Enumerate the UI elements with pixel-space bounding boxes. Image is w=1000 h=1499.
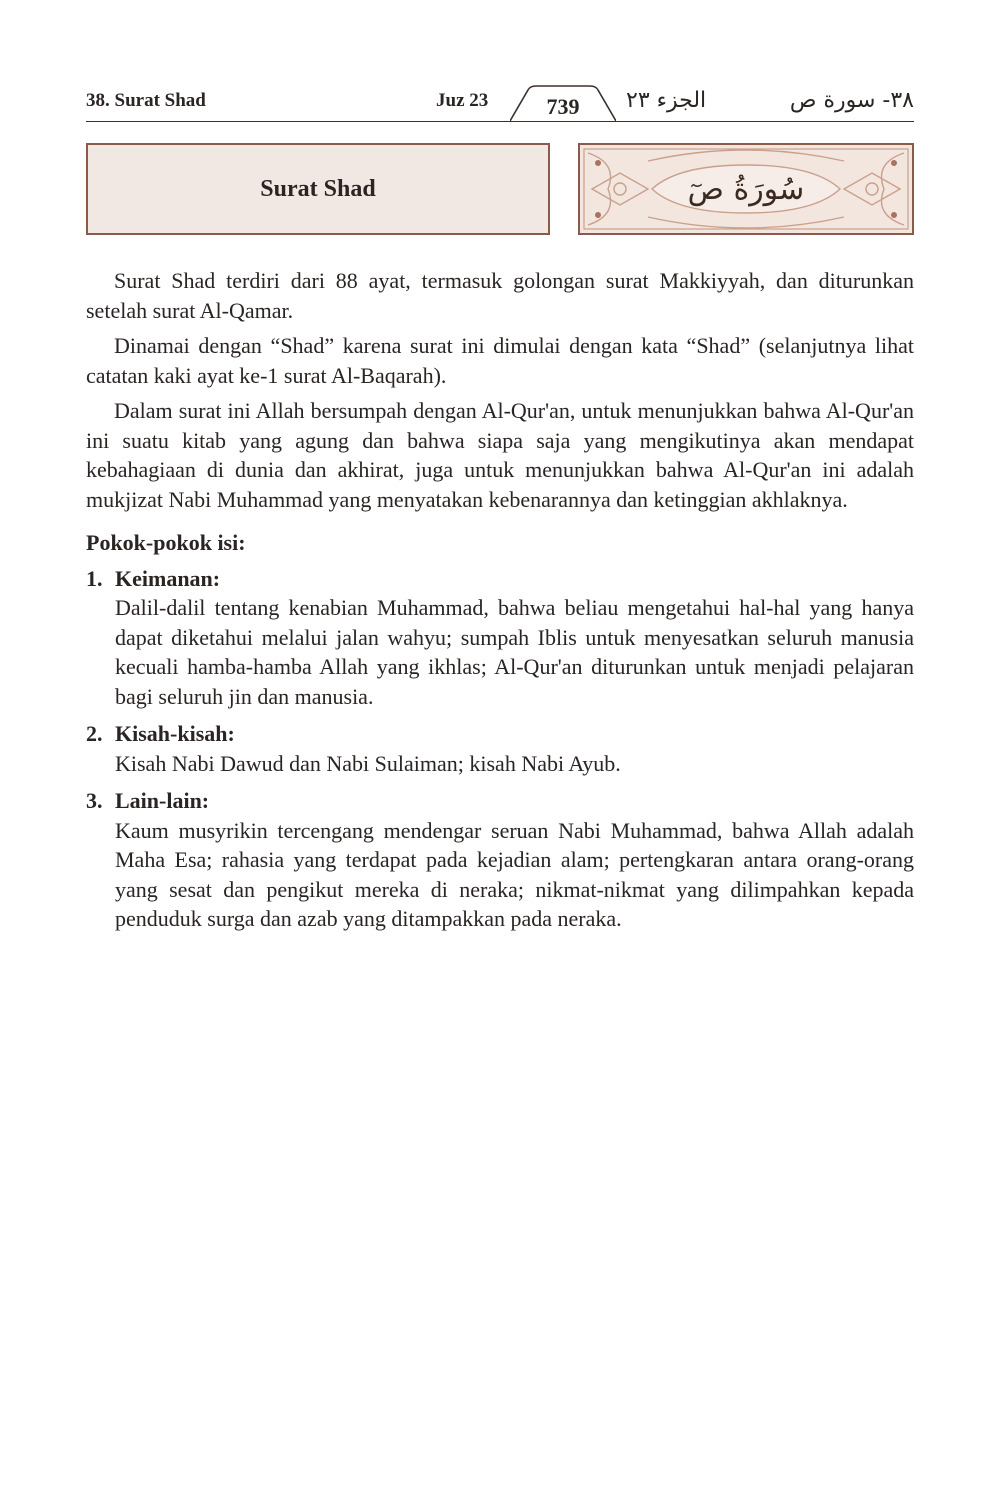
main-content <box>86 266 914 942</box>
item-text: Kisah Nabi Dawud dan Nabi Sulaiman; kisah Nabi Ayub. <box>115 750 621 776</box>
naming-paragraph: Dinamai dengan “Shad” karena surat ini dimulai dengan kata “Shad” (selanjutnya lihat catatan kaki ayat ke-1 surat Al-Baqarah). <box>86 333 914 388</box>
intro-paragraph: Surat Shad terdiri dari 88 ayat, termasuk golongan surat Makkiyyah, dan diturunkan setelah surat Al-Qamar. <box>86 268 914 323</box>
list-item <box>86 564 914 712</box>
list-item <box>86 719 914 778</box>
item-text: Kaum musyrikin tercengang mendengar seruan Nabi Muhammad, bahwa Allah adalah Maha Esa; rahasia yang terdapat pada kejadian alam; pertengkaran antara orang-orang yang sesat dan pengikut mereka di neraka; nikmat-nikmat yang dilimpahkan kepada penduduk surga dan azab yang ditampakkan pada neraka. <box>115 817 914 931</box>
item-heading: Keimanan: <box>115 565 221 591</box>
page-number: 739 <box>546 94 580 119</box>
header-juz-arabic: الجزء ٢٣ <box>626 88 707 113</box>
item-number: 3. <box>86 788 103 813</box>
item-number: 1. <box>86 565 103 591</box>
item-number: 2. <box>86 721 103 746</box>
section-title: Pokok-pokok isi: <box>86 530 246 555</box>
surah-arabic-calligraphy: سُورَةُ صٓ <box>687 171 805 207</box>
header-juz-label: Juz 23 <box>436 90 489 111</box>
header-rule <box>86 121 914 122</box>
surah-title: Surat Shad <box>260 175 376 202</box>
item-heading: Kisah-kisah: <box>115 721 235 746</box>
list-item <box>86 786 914 934</box>
header-surah-label: 38. Surat Shad <box>86 90 206 111</box>
running-header <box>86 84 914 124</box>
item-heading: Lain-lain: <box>115 788 210 813</box>
summary-paragraph: Dalam surat ini Allah bersumpah dengan Al-Qur'an, untuk menunjukkan bahwa Al-Qur'an ini suatu kitab yang agung dan bahwa siapa saja yang mengikutinya akan mendapat kebahagiaan di dunia dan akhirat, juga untuk menunjukkan bahwa Al-Qur'an ini adalah mukjizat Nabi Muhammad yang menyatakan kebenarannya dan ketinggian akhlaknya. <box>86 398 914 512</box>
item-text: Dalil-dalil tentang kenabian Muhammad, bahwa beliau mengetahui hal-hal yang hanya dapat diketahui melalui jalan wahyu; sumpah Iblis untuk menyesatkan seluruh manusia kecuali hamba-hamba Allah yang ikhlas; Al-Qur'an diturunkan untuk menjadi pelajaran bagi seluruh jin dan manusia. <box>115 595 914 709</box>
surah-title-box <box>86 143 550 235</box>
header-surah-arabic: ٣٨- سورة ص <box>789 88 914 113</box>
surah-ornament-frame <box>578 143 914 235</box>
